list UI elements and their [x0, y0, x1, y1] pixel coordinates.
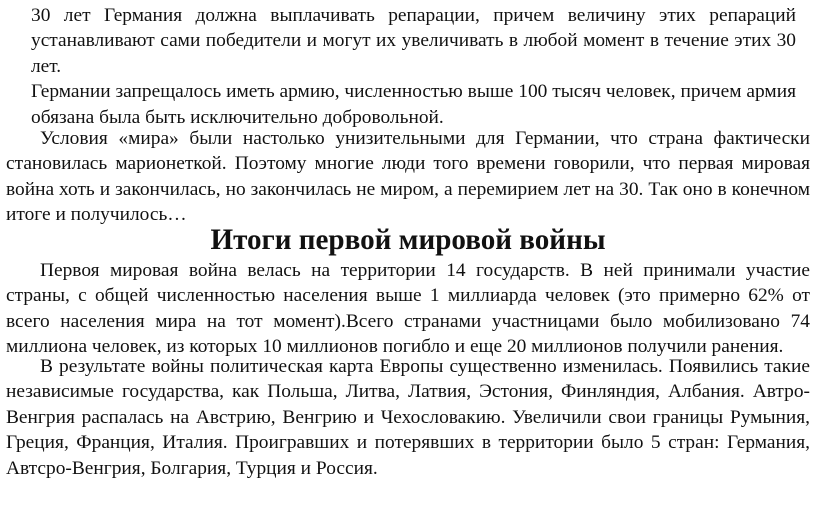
term-army-limit: Германии запрещалось иметь армию, численностью выше 100 тысяч человек, причем армия обязана была быть исключительно добровольной.	[31, 81, 796, 128]
terms-list	[31, 3, 796, 130]
section-heading: Итоги первой мировой войны	[210, 224, 606, 256]
paragraph-war-scale: Первоя мировая война велась на территории 14 государств. В ней принимали участие страны, с общей численностью населения выше 1 миллиарда человек (это примерно 62% от всего населения мира на тот момент).Всего странами участницами было мобилизовано 74 миллиона человек, из которых 10 миллионов погибло и еще 20 миллионов получили ранения.	[6, 260, 810, 358]
term-reparations: 30 лет Германия должна выплачивать репарации, причем величину этих репараций устанавливают сами победители и могут их увеличивать в любой момент в течение этих 30 лет.	[31, 5, 796, 77]
paragraph-map-changes: В результате войны политическая карта Европы существенно изменилась. Появились такие независимые государства, как Польша, Литва, Латвия, Эстония, Финляндия, Албания. Автро-Венгрия распалась на Австрию, Венгрию и Чехословакию. Увеличили свои границы Румыния, Греция, Франция, Италия. Проигравших и потерявших в территории было 5 стран: Германия, Автсро-Венгрия, Болгария, Турция и Россия.	[6, 356, 810, 479]
paragraph-peace-conditions: Условия «мира» были настолько унизительными для Германии, что страна фактически становилась марионеткой. Поэтому многие люди того времени говорили, что первая мировая война хоть и закончилась, но закончилась не миром, а перемирием лет на 30. Так оно в конечном итоге и получилось…	[6, 128, 810, 226]
